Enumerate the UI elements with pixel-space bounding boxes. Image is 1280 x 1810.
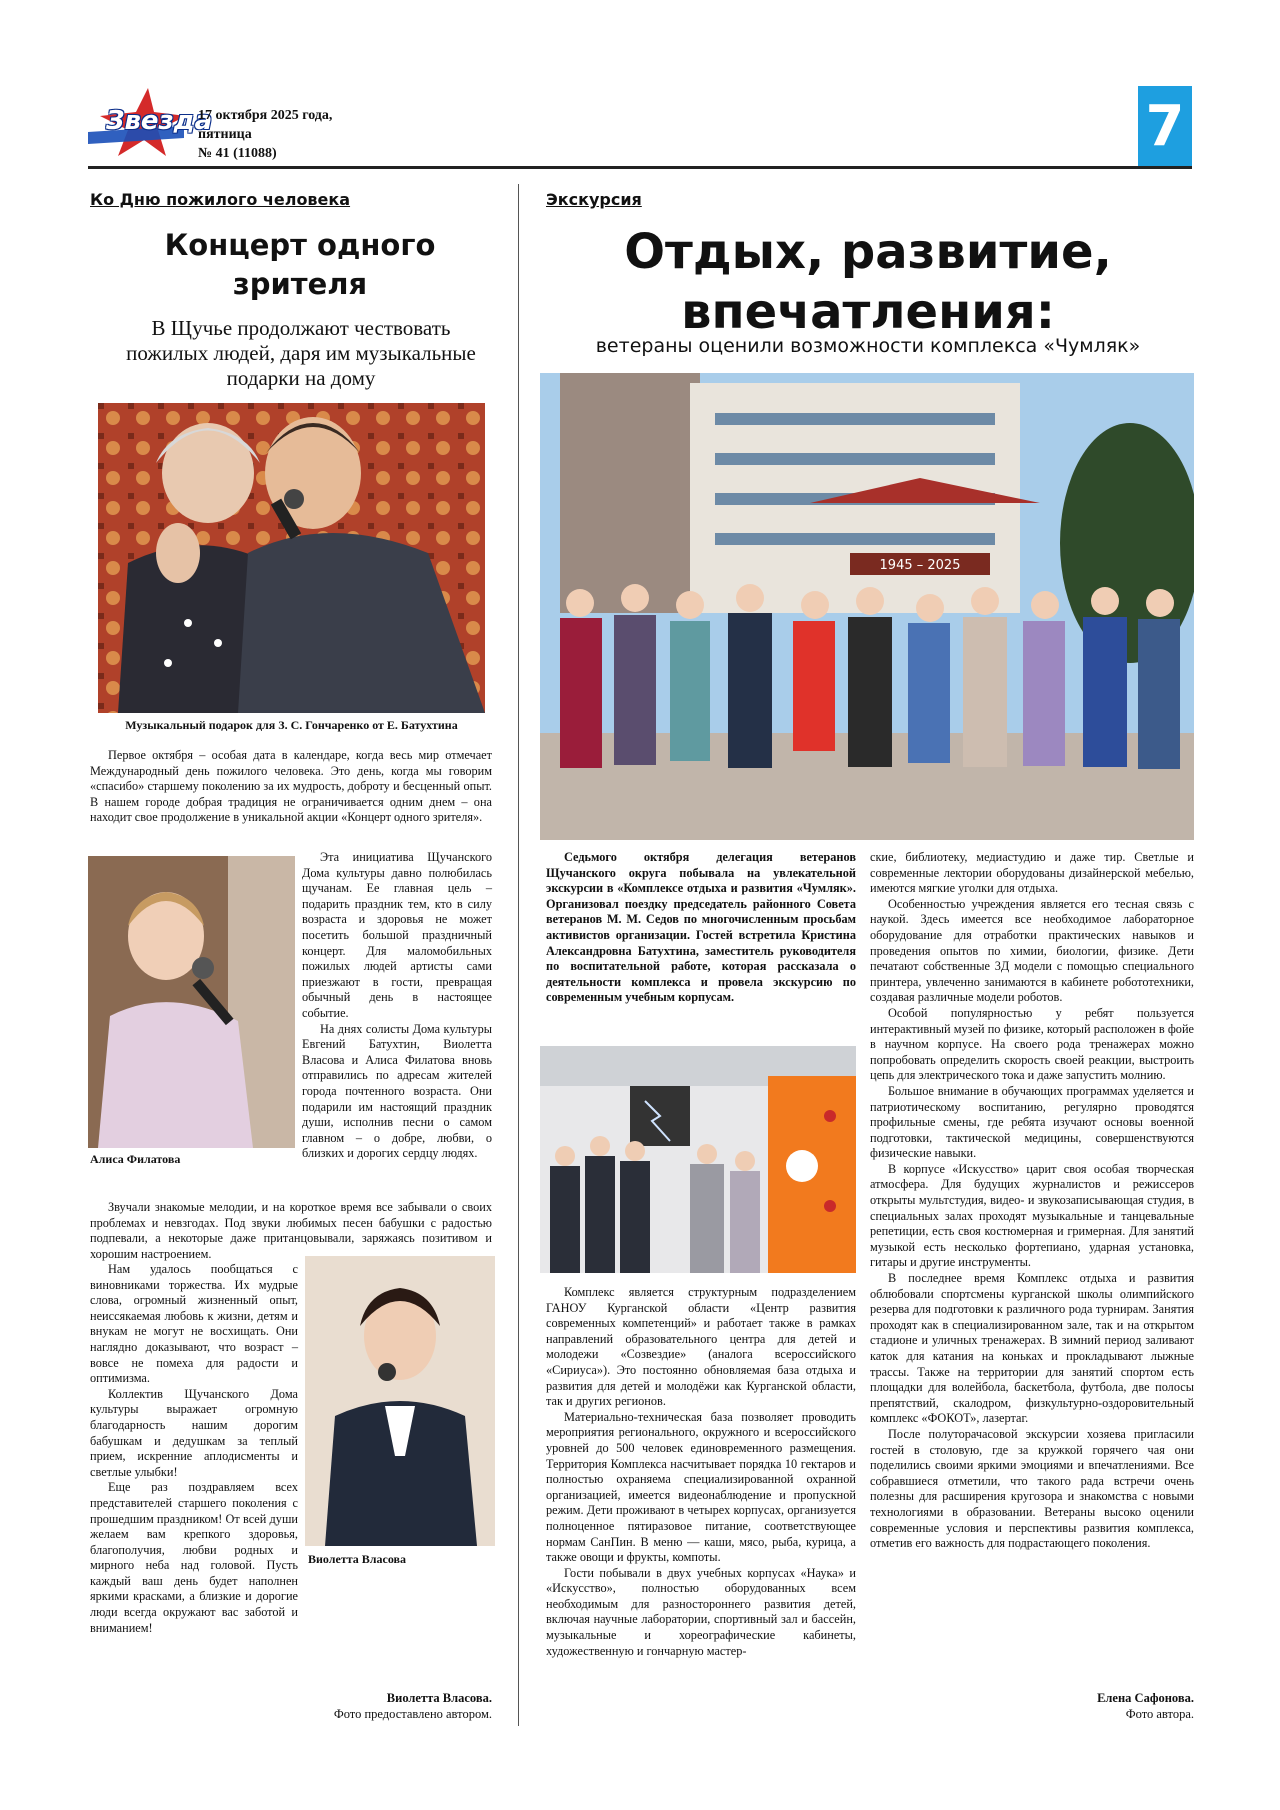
right-col-2 xyxy=(870,850,1194,1552)
left-para-1 xyxy=(90,748,492,826)
photo-violetta-caption: Виолетта Власова xyxy=(308,1552,406,1566)
left-paragraph: Эта инициатива Щучанского Дома культуры давно полюбилась щучанам. Ее главная цель – подарить праздник тем, кто в силу возраста и здоровья не может посетить большой праздничный концерт. Для маломобильных пожилых людей артисты сами приезжают в гости, превращая обычный день в настоящее событие. xyxy=(302,850,492,1020)
left-paragraph: Нам удалось пообщаться с виновниками торжества. Их мудрые слова, огромный жизненный опыт, неиссякаемая любовь к жизни, детям и внукам не могут не восхищать. Они наглядно доказывают, что возраст – вовсе не помеха для радости и оптимизма. xyxy=(90,1262,298,1386)
left-para-4a xyxy=(90,1200,492,1262)
left-para-5-7 xyxy=(90,1262,298,1636)
photo-violetta xyxy=(305,1256,495,1546)
right-paragraph: Гости побывали в двух учебных корпусах «Наука» и «Искусство», полностью оборудованных всем необходимым для разностороннего развития детей, включая научные лаборатории, спортивный зал и бассейн, музыкальные и хореографические кабинеты, художественную и гончарную мастер- xyxy=(546,1565,856,1658)
right-author: Елена Сафонова. xyxy=(1097,1691,1194,1705)
right-lead xyxy=(546,850,856,1006)
right-paragraph: Комплекс является структурным подразделением ГАНОУ Курганской области «Центр развития современных компетенций» и работает также в рамках направлений образовательного центра для детей и молодежи «Созвездие» (аналога всероссийского «Сириуса»). Это постоянно обновляемая база отдыха и развития для детей и молодёжи как Курганской области, так и других регионов. xyxy=(546,1285,856,1409)
right-paragraph: Материально-техническая база позволяет проводить мероприятия регионального, окружного и всероссийского уровней до 500 человек единовременного размещения. Территория Комплекса насчитывает порядка 10 гектаров и полностью охраняема специализированной охранной организацией, имеется видеонаблюдение и пропускной режим. Дети проживают в четырех корпусах, организуется полноценное пятиразовое питание, соответствующее нормам СанПин. В меню — каши, мясо, рыба, курица, а также овощи и фрукты, компоты. xyxy=(546,1409,856,1565)
left-paragraph: Звучали знакомые мелодии, и на короткое время все забывали о своих проблемах и невзгодах. Под звуки любимых песен бабушки с радостью подпевали, а некоторые даже пританцовывали, заряжаясь позитивом и хорошим настроением. xyxy=(90,1200,492,1261)
issue-number: № 41 (11088) xyxy=(198,146,277,161)
left-signature xyxy=(290,1690,492,1722)
right-lead-paragraph: Седьмого октября делегация ветеранов Щучанского округа побывала на увлекательной экскурсии в «Комплексе отдыха и развития «Чумляк». Организовал поездку председатель районного Совета ветеранов М. М. Седов по многочисленным просьбам активистов организации. Гостей встретила Кристина Александровна Батухтина, заместитель руководителя по воспитательной работе, которая рассказала о деятельности комплекса и провела экскурсию по современным учебным корпусам. xyxy=(546,850,856,1005)
left-rubric: Ко Дню пожилого человека xyxy=(90,190,351,209)
left-deck: В Щучье продолжают чествовать пожилых людей, даря им музыкальные подарки на дому xyxy=(126,316,476,390)
left-photo-credit: Фото предоставлено автором. xyxy=(333,1707,492,1721)
page-number: 7 xyxy=(1138,86,1192,168)
photo-alisa-image xyxy=(88,856,295,1148)
left-paragraph: На днях солисты Дома культуры Евгений Батухтин, Виолетта Власова и Алиса Филатова вновь отправились по адресам жителей города почтенного возраста. Они подарили им настоящий праздник души, исполнив песни о самом главном – о добре, любви, о близких и дорогих сердцу людях. xyxy=(302,1021,492,1161)
right-paragraph: Особой популярностью у ребят пользуется интерактивный музей по физике, который расположен в фойе в научном корпусе. На своего рода тренажерах можно попробовать определить скорость своей реакции, выстроить цепь для электрического тока и даже запустить молнию. xyxy=(870,1005,1194,1083)
left-headline: Концерт одного зрителя xyxy=(164,228,436,301)
photo-museum-image xyxy=(540,1046,856,1273)
header-divider xyxy=(88,166,1192,169)
issue-date: 17 октября 2025 года, xyxy=(198,108,333,123)
right-headline-line2: впечатления: xyxy=(681,284,1055,340)
right-paragraph: В корпусе «Искусство» царит своя особая творческая атмосфера. Для будущих журналистов и режиссеров открыты мультстудия, видео- и звукозаписывающая студия, в специальных залах проходят музыкальные и танцевальные репетиции, есть своя костюмерная и гримерная. Для занятий музыкой есть несколько фортепиано, ударная установка, гитары и другие инструменты. xyxy=(870,1161,1194,1270)
photo-alisa xyxy=(88,856,295,1148)
photo-veterans-image xyxy=(540,373,1194,840)
right-headline xyxy=(548,222,1188,342)
right-paragraph: Большое внимание в обучающих программах уделяется и патриотическому воспитанию, регулярно проводятся профильные смены, где ребята изучают основы военной подготовки, тактической медицины, совершенствуются физические навыки. xyxy=(870,1083,1194,1161)
left-para-2-3 xyxy=(302,850,492,1162)
left-paragraph: Коллектив Щучанского Дома культуры выражает огромную благодарность нашим дорогим бабушкам и дедушкам за теплый прием, искренние аплодисменты и светлые улыбки! xyxy=(90,1386,298,1479)
building-banner: 1945 – 2025 xyxy=(879,558,961,573)
right-paragraph: скиe, библиотеку, медиастудию и даже тир. Светлые и современные лектории оборудованы дизайнерской мебелью, имеются мягкие уголки для отдыха. xyxy=(870,850,1194,896)
right-photo-credit: Фото автора. xyxy=(1125,1707,1194,1721)
left-author: Виолетта Власова. xyxy=(386,1691,492,1705)
right-deck: ветераны оценили возможности комплекса «Чумляк» xyxy=(595,335,1141,357)
right-signature xyxy=(994,1690,1194,1722)
photo-physics-museum xyxy=(540,1046,856,1273)
right-headline-line1: Отдых, развитие, xyxy=(624,224,1112,280)
right-rubric: Экскурсия xyxy=(546,190,642,209)
issue-info xyxy=(198,106,332,163)
photo-concert-image xyxy=(98,403,485,713)
photo-veterans-group xyxy=(540,373,1194,840)
right-col-1 xyxy=(546,1285,856,1659)
left-paragraph: Первое октября – особая дата в календаре, когда весь мир отмечает Международный день пожилого человека. Это день, когда мы говорим «спасибо» старшему поколению за их мудрость, доброту и бесценный опыт. В нашем городе добрая традиция не ограничивается одним днем – она находит свое продолжение в уникальной акции «Концерт одного зрителя». xyxy=(90,748,492,825)
column-divider xyxy=(518,184,519,1726)
issue-weekday: пятница xyxy=(198,127,252,142)
left-paragraph: Еще раз поздравляем всех представителей старшего поколения с прошедшим праздником! От всей души желаем вам крепкого здоровья, благополучия, любви родных и мирного неба над головой. Пусть каждый ваш день будет наполнен яркими красками, а близкие и дорогие люди всегда окружают вас заботой и вниманием! xyxy=(90,1480,298,1635)
photo-alisa-caption: Алиса Филатова xyxy=(90,1152,181,1166)
photo-violetta-image xyxy=(305,1256,495,1546)
newspaper-logo xyxy=(88,86,213,158)
right-paragraph: Особенностью учреждения является его тесная связь с наукой. Здесь имеется все необходимое лабораторное оборудование для отработки практических навыков и проведения опытов по химии, биологии, физике. Дети печатают собственные 3Д модели с помощью специального принтера, увлеченно занимаются в кабинете робототехники, создавая различные модели роботов. xyxy=(870,896,1194,1005)
right-paragraph: После полуторачасовой экскурсии хозяева пригласили гостей в столовую, где за кружкой горячего чая они поделились своими яркими эмоциями и впечатлениями. Все собравшиеся отметили, что такого рада встречи очень полезны для расширения кругозора и знакомства с новыми технологиями в образовании. Ветераны высоко оценили современные условия и перспективы развития комплекса, отметив его важность для подрастающего поколения. xyxy=(870,1426,1194,1551)
logo-text: Звезда xyxy=(106,106,213,136)
right-paragraph: В последнее время Комплекс отдыха и развития облюбовали спортсмены курганской школы олимпийского резерва для подготовки к различного рода турнирам. Занятия проходят как в специализированном зале, так и на открытом стадионе и уличных тренажерах. В зимний период заливают каток для катания на коньках и прокладывают лыжные трассы. Также на территории для занятий спортом есть площадки для волейбола, баскетбола, футбола, две полосы препятствий, скалодром, физкультурно-оздоровительный комплекс «ФОКОТ», лазертаг. xyxy=(870,1271,1194,1426)
photo-concert xyxy=(98,403,485,713)
photo-concert-caption: Музыкальный подарок для З. С. Гончаренко от Е. Батухтина xyxy=(125,718,458,732)
